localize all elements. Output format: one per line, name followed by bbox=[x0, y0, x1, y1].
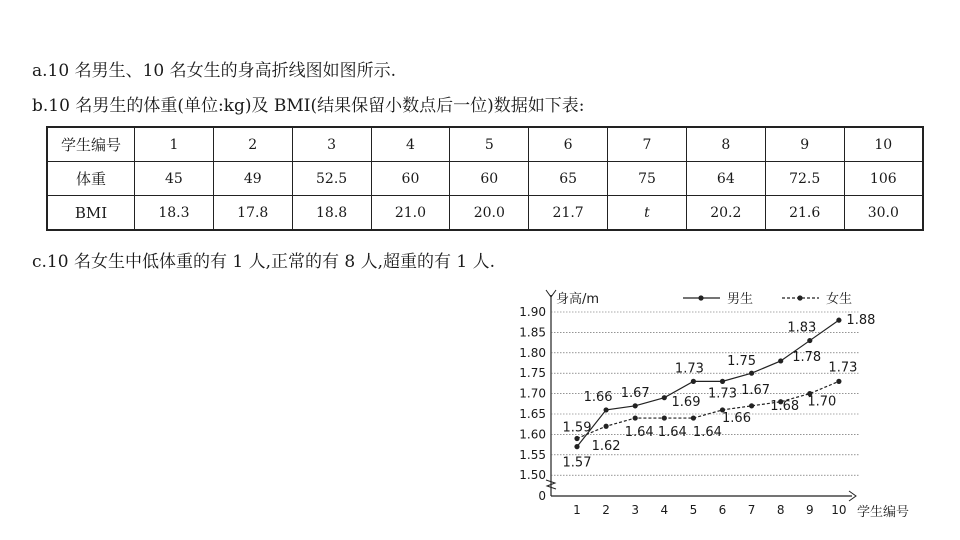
table-cell: 8 bbox=[686, 127, 765, 162]
y-tick-label: 1.60 bbox=[519, 427, 546, 442]
table-cell: 21.6 bbox=[765, 196, 844, 231]
table-cell: 4 bbox=[371, 127, 450, 162]
data-point-boys bbox=[720, 379, 725, 384]
data-label-girls: 1.64 bbox=[692, 425, 722, 441]
table-cell: 64 bbox=[686, 162, 765, 196]
data-label-boys: 1.83 bbox=[787, 320, 817, 336]
table-cell: 1 bbox=[135, 127, 214, 162]
y-tick-label: 1.75 bbox=[519, 366, 546, 381]
data-point-girls bbox=[574, 436, 579, 441]
data-label-girls: 1.64 bbox=[657, 425, 687, 441]
data-label-boys: 1.66 bbox=[583, 389, 613, 405]
row-header: BMI bbox=[47, 196, 135, 231]
table-cell: 60 bbox=[371, 162, 450, 196]
x-axis-title: 学生编号 bbox=[857, 505, 910, 520]
statement-b: b.10 名男生的体重(单位:kg)及 BMI(结果保留小数点后一位)数据如下表: bbox=[32, 96, 585, 116]
table-cell: 20.2 bbox=[686, 196, 765, 231]
data-label-girls: 1.62 bbox=[591, 439, 621, 455]
data-point-boys bbox=[662, 395, 667, 400]
data-label-girls: 1.67 bbox=[741, 382, 771, 398]
data-point-boys bbox=[807, 338, 812, 343]
data-point-boys bbox=[778, 358, 783, 363]
data-point-girls bbox=[749, 403, 754, 408]
x-tick-label: 6 bbox=[718, 503, 727, 517]
data-point-boys bbox=[604, 407, 609, 412]
legend-label-boys: 男生 bbox=[727, 292, 754, 307]
table-cell: 72.5 bbox=[765, 162, 844, 196]
data-label-boys: 1.75 bbox=[727, 354, 757, 370]
data-label-girls: 1.70 bbox=[807, 394, 837, 410]
table-cell: 30.0 bbox=[844, 196, 923, 231]
table-cell: 2 bbox=[213, 127, 292, 162]
table-cell: 9 bbox=[765, 127, 844, 162]
table-cell: 6 bbox=[529, 127, 608, 162]
table-cell: 49 bbox=[213, 162, 292, 196]
row-header: 学生编号 bbox=[47, 127, 135, 162]
statement-c: c.10 名女生中低体重的有 1 人,正常的有 8 人,超重的有 1 人. bbox=[32, 252, 496, 272]
table-cell: 18.3 bbox=[135, 196, 214, 231]
table-cell: 3 bbox=[292, 127, 371, 162]
data-point-boys bbox=[574, 444, 579, 449]
x-tick-label: 5 bbox=[689, 503, 698, 517]
y-tick-label: 1.50 bbox=[519, 468, 546, 483]
x-tick-label: 7 bbox=[747, 503, 756, 517]
data-label-girls: 1.73 bbox=[828, 360, 858, 376]
data-label-boys: 1.67 bbox=[620, 385, 650, 401]
table-cell: 52.5 bbox=[292, 162, 371, 196]
data-label-boys: 1.73 bbox=[674, 361, 704, 377]
data-point-girls bbox=[604, 424, 609, 429]
x-tick-label: 4 bbox=[660, 503, 669, 517]
data-label-girls: 1.66 bbox=[722, 410, 751, 426]
y-tick-label: 0 bbox=[538, 489, 546, 503]
data-point-girls bbox=[836, 379, 841, 384]
table-cell: 106 bbox=[844, 162, 923, 196]
y-tick-label: 1.80 bbox=[519, 345, 546, 360]
table-cell: 21.7 bbox=[529, 196, 608, 231]
table-cell: 5 bbox=[450, 127, 529, 162]
legend-marker-girls bbox=[797, 295, 802, 300]
axis-break-mark bbox=[546, 480, 556, 489]
data-point-boys bbox=[836, 318, 841, 323]
data-label-girls: 1.64 bbox=[624, 425, 654, 441]
row-header: 体重 bbox=[47, 162, 135, 196]
table-cell: 20.0 bbox=[450, 196, 529, 231]
y-tick-label: 1.90 bbox=[519, 305, 546, 319]
data-label-girls: 1.68 bbox=[770, 398, 800, 414]
data-point-girls bbox=[662, 415, 667, 420]
table-cell: 17.8 bbox=[213, 196, 292, 231]
legend-label-girls: 女生 bbox=[826, 292, 853, 307]
data-label-boys: 1.78 bbox=[792, 349, 822, 365]
x-tick-label: 10 bbox=[831, 503, 847, 517]
x-tick-label: 3 bbox=[631, 503, 640, 517]
y-tick-label: 1.70 bbox=[519, 386, 546, 401]
x-tick-label: 9 bbox=[805, 503, 814, 517]
table-cell: 75 bbox=[608, 162, 687, 196]
y-axis-title: 身高/m bbox=[556, 292, 600, 307]
x-tick-label: 1 bbox=[573, 503, 581, 517]
data-label-boys: 1.57 bbox=[562, 455, 592, 471]
data-point-boys bbox=[749, 371, 754, 376]
data-point-girls bbox=[691, 415, 696, 420]
data-label-boys: 1.69 bbox=[671, 395, 701, 410]
table-cell: 18.8 bbox=[292, 196, 371, 231]
data-label-girls: 1.59 bbox=[562, 420, 592, 436]
data-point-boys bbox=[633, 403, 638, 408]
data-label-boys: 1.88 bbox=[846, 313, 876, 329]
legend-marker-boys bbox=[698, 295, 703, 300]
data-label-boys: 1.73 bbox=[708, 386, 737, 402]
x-tick-label: 2 bbox=[602, 503, 610, 517]
y-tick-label: 1.65 bbox=[519, 407, 546, 421]
y-tick-label: 1.55 bbox=[519, 447, 546, 462]
data-point-girls bbox=[633, 415, 638, 420]
table-cell: 45 bbox=[135, 162, 214, 196]
y-tick-label: 1.85 bbox=[519, 325, 546, 340]
table-cell: 60 bbox=[450, 162, 529, 196]
table-cell: 10 bbox=[844, 127, 923, 162]
statement-a: a.10 名男生、10 名女生的身高折线图如图所示. bbox=[32, 61, 397, 81]
data-point-boys bbox=[691, 379, 696, 384]
table-cell: 21.0 bbox=[371, 196, 450, 231]
table-cell: 65 bbox=[529, 162, 608, 196]
x-tick-label: 8 bbox=[776, 503, 785, 517]
table-cell: 7 bbox=[608, 127, 687, 162]
table-cell: t bbox=[608, 196, 687, 231]
